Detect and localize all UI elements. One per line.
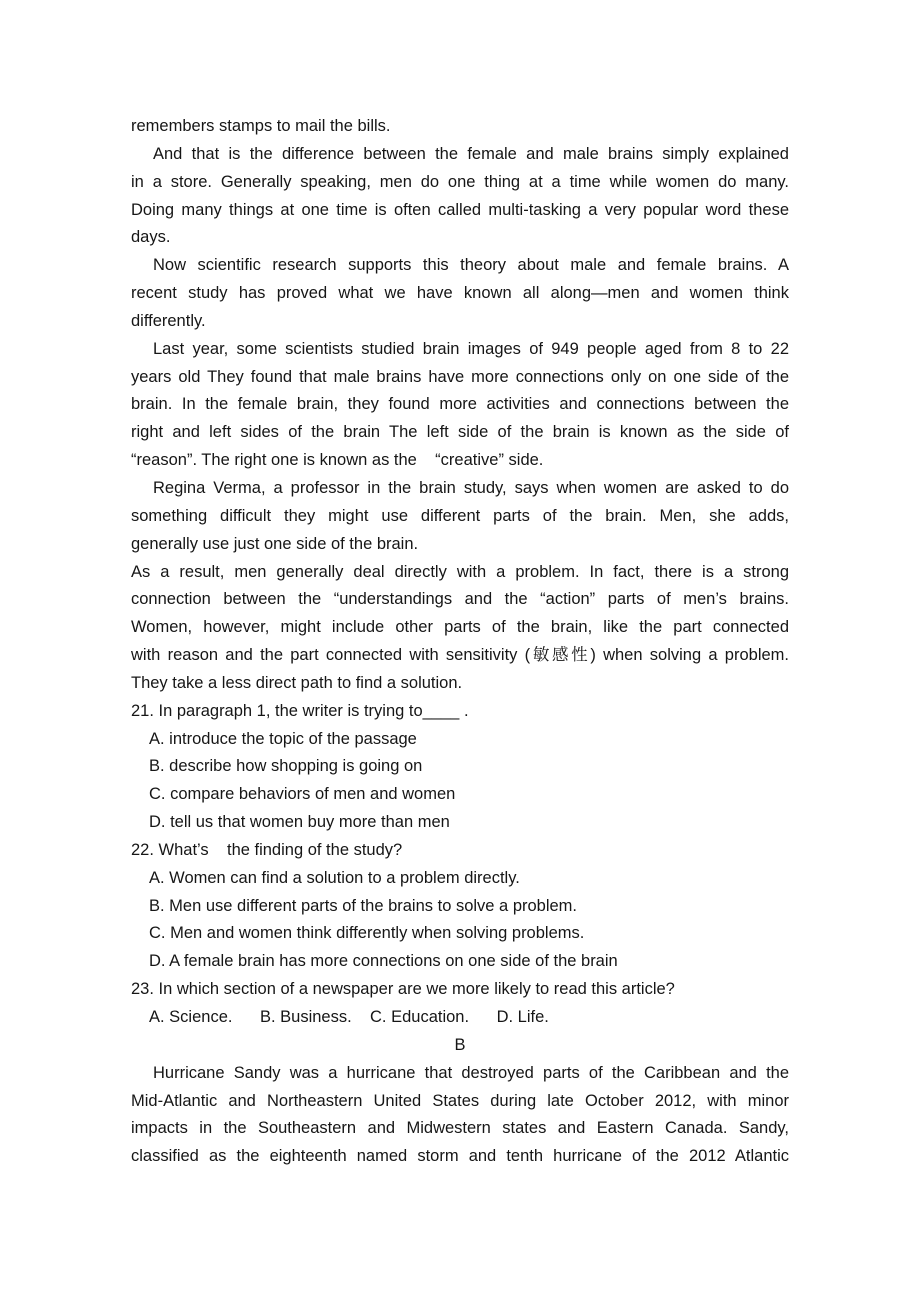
- passage-line: brain. In the female brain, they found more activities and connections between the: [131, 395, 789, 414]
- passage-line: right and left sides of the brain The left side of the brain is known as the side of: [131, 423, 789, 442]
- question-22: [131, 837, 789, 976]
- question-21-option-c: C. compare behaviors of men and women: [149, 785, 456, 804]
- passage-fragment-line: remembers stamps to mail the bills.: [131, 117, 391, 135]
- section-b-heading: B: [454, 1035, 466, 1054]
- passage-line: recent study has proved what we have known all along—men and women think: [131, 284, 789, 303]
- question-22-prompt: 22. What’s the finding of the study?: [131, 840, 403, 859]
- question-21-option-b: B. describe how shopping is going on: [149, 757, 423, 776]
- passage-line: impacts in the Southeastern and Midwestern states and Eastern Canada. Sandy,: [131, 1119, 789, 1138]
- passage-line: something difficult they might use different parts of the brain. Men, she adds,: [131, 506, 789, 525]
- question-23-options-inline: A. Science. B. Business. C. Education. D. Life.: [149, 1008, 549, 1026]
- passage-line: years old They found that male brains have more connections only on one side of the: [131, 367, 789, 386]
- question-22-option-b: B. Men use different parts of the brains to solve a problem.: [149, 896, 578, 915]
- passage-line: Last year, some scientists studied brain images of 949 people aged from 8 to 22: [153, 339, 789, 358]
- passage-line: And that is the difference between the female and male brains simply explained: [153, 144, 789, 163]
- passage-line: connection between the “understandings and the “action” parts of men’s brains.: [131, 590, 789, 609]
- passage-line: Now scientific research supports this theory about male and female brains. A: [153, 256, 789, 275]
- question-23: [131, 976, 789, 1032]
- question-21-option-a: A. introduce the topic of the passage: [149, 729, 417, 748]
- question-22-option-a: A. Women can find a solution to a problem directly.: [149, 868, 520, 887]
- passage-line: days.: [131, 228, 171, 247]
- question-23-prompt: 23. In which section of a newspaper are we more likely to read this article?: [131, 980, 675, 999]
- passage-line: in a store. Generally speaking, men do one thing at a time while women do many.: [131, 172, 789, 191]
- passage-line: Regina Verma, a professor in the brain study, says when women are asked to do: [153, 478, 789, 497]
- passage-line: Women, however, might include other parts of the brain, like the part connected: [131, 618, 789, 637]
- passage-line: with reason and the part connected with sensitivity (敏感性) when solving a problem.: [131, 646, 789, 665]
- passage-line: Doing many things at one time is often called multi-tasking a very popular word these: [131, 200, 789, 219]
- passage-line: generally use just one side of the brain.: [131, 534, 419, 553]
- passage-line: Mid-Atlantic and Northeastern United States during late October 2012, with minor: [131, 1091, 789, 1110]
- passage-line: They take a less direct path to find a solution.: [131, 673, 463, 692]
- question-21: [131, 698, 789, 837]
- passage-line: As a result, men generally deal directly with a problem. In fact, there is a strong: [131, 562, 789, 581]
- question-21-prompt: 21. In paragraph 1, the writer is trying to____ .: [131, 701, 469, 720]
- passage-line: differently.: [131, 311, 206, 330]
- passage-line: Hurricane Sandy was a hurricane that destroyed parts of the Caribbean and the: [153, 1063, 789, 1082]
- passage-line: “reason”. The right one is known as the “creative” side.: [131, 451, 544, 470]
- passage-line: classified as the eighteenth named storm and tenth hurricane of the 2012 Atlantic: [131, 1147, 789, 1166]
- question-22-option-c: C. Men and women think differently when solving problems.: [149, 924, 585, 943]
- question-21-option-d: D. tell us that women buy more than men: [149, 813, 450, 832]
- question-22-option-d: D. A female brain has more connections on one side of the brain: [149, 952, 618, 971]
